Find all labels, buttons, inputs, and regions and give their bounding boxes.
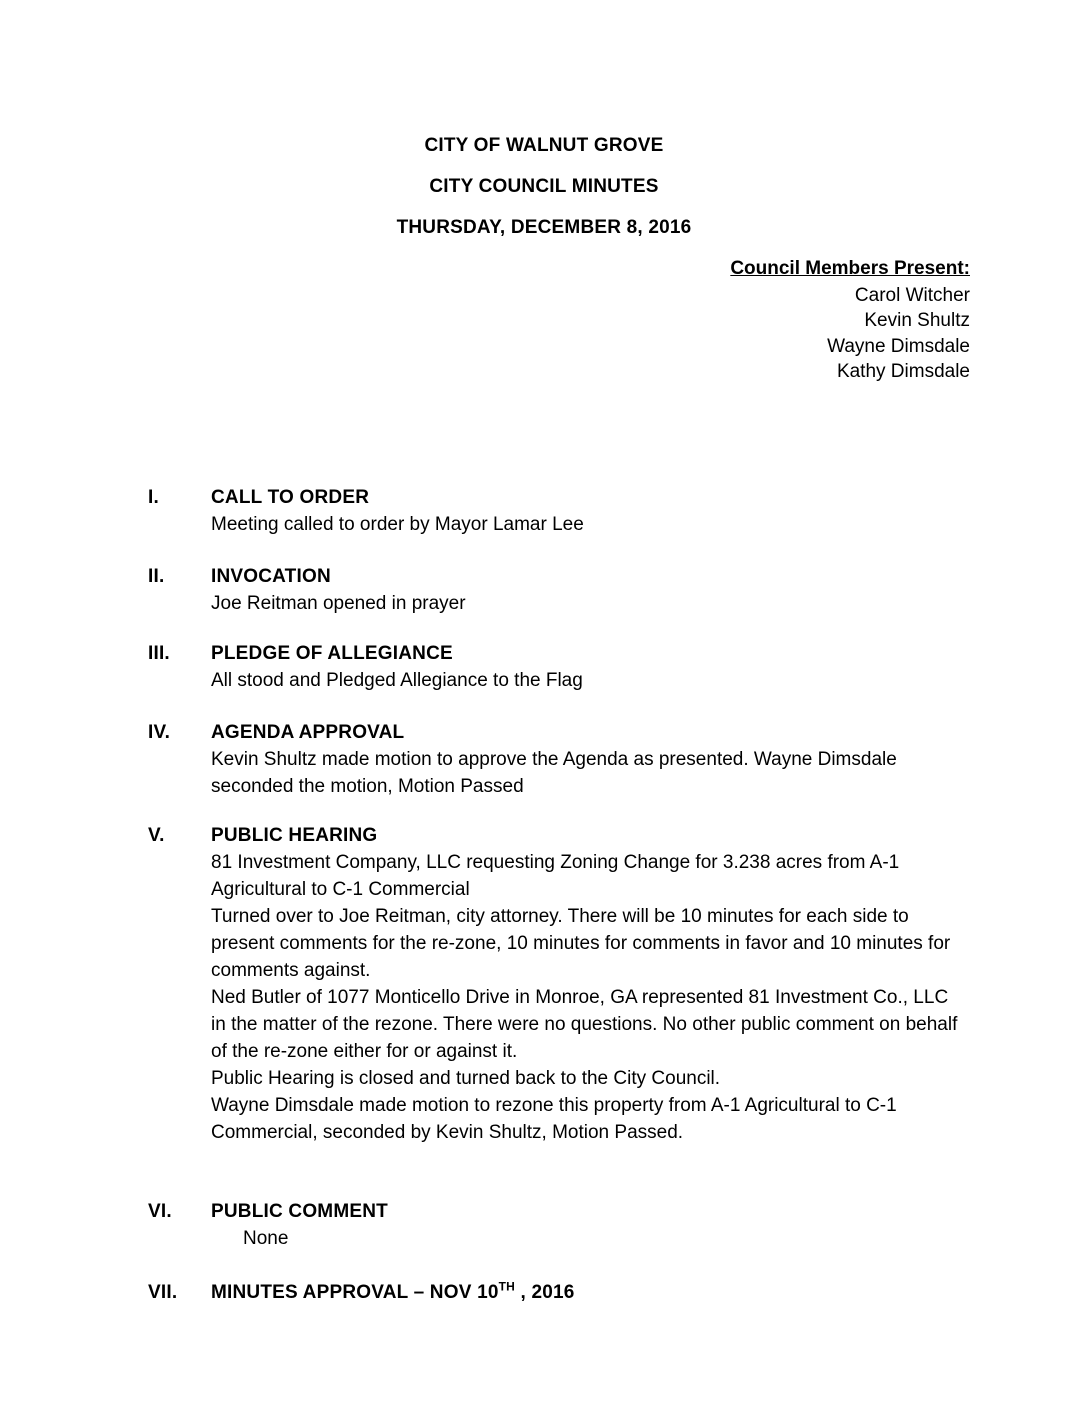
council-members-block [730,256,970,385]
council-members-heading: Council Members Present: [730,258,970,279]
section-public-hearing [148,822,960,1146]
section-heading: PUBLIC COMMENT [211,1201,388,1222]
council-member-name: Kevin Shultz [864,310,970,331]
section-numeral: III. [148,643,170,664]
document-date: THURSDAY, DECEMBER 8, 2016 [396,217,692,238]
section-numeral: II. [148,566,165,587]
section-heading: MINUTES APPROVAL – NOV 10TH , 2016 [211,1279,575,1303]
section-paragraph: None [243,1228,289,1249]
section-paragraph: Joe Reitman opened in prayer [211,593,466,614]
section-heading: INVOCATION [211,566,331,587]
section-paragraph: All stood and Pledged Allegiance to the Flag [211,670,583,691]
section-heading: PUBLIC HEARING [211,825,378,846]
section-pledge-of-allegiance [148,640,960,694]
council-member-name: Wayne Dimsdale [827,335,970,357]
section-numeral: I. [148,487,159,508]
section-minutes-approval [148,1279,960,1306]
section-heading: CALL TO ORDER [211,487,370,508]
section-public-comment [148,1198,960,1252]
section-call-to-order [148,484,960,538]
section-numeral: VII. [148,1282,178,1303]
title-block [0,132,1088,255]
section-numeral: VI. [148,1201,172,1222]
section-paragraph: Public Hearing is closed and turned back to the City Council. [211,1068,721,1089]
ordinal-superscript: TH [498,1279,516,1294]
section-paragraph: Ned Butler of 1077 Monticello Drive in Monroe, GA represented 81 Investment Co., LLC in the matter of the rezone. There were no questions. No other public comment on behalf of the re-zone either for or against it. [211,987,958,1062]
section-paragraph: Kevin Shultz made motion to approve the Agenda as presented. Wayne Dimsdale seconded the motion, Motion Passed [211,749,897,797]
section-paragraph: Turned over to Joe Reitman, city attorney. There will be 10 minutes for each side to present comments for the re-zone, 10 minutes for comments in favor and 10 minutes for comments against. [211,906,951,981]
council-member-name: Kathy Dimsdale [836,361,970,382]
section-invocation [148,563,960,617]
section-paragraph: Meeting called to order by Mayor Lamar Lee [211,514,584,535]
section-heading: PLEDGE OF ALLEGIANCE [211,643,453,664]
section-paragraph: 81 Investment Company, LLC requesting Zoning Change for 3.238 acres from A-1 Agricultural to C-1 Commercial [211,852,900,900]
council-member-name: Carol Witcher [854,284,970,306]
section-paragraph: Wayne Dimsdale made motion to rezone this property from A-1 Agricultural to C-1 Commercial, seconded by Kevin Shultz, Motion Passed. [211,1095,897,1143]
document-subtitle: CITY COUNCIL MINUTES [429,176,659,197]
section-agenda-approval [148,719,960,800]
document-title: CITY OF WALNUT GROVE [424,135,664,156]
section-heading: AGENDA APPROVAL [211,722,405,743]
section-numeral: V. [148,825,165,846]
section-numeral: IV. [148,722,171,743]
